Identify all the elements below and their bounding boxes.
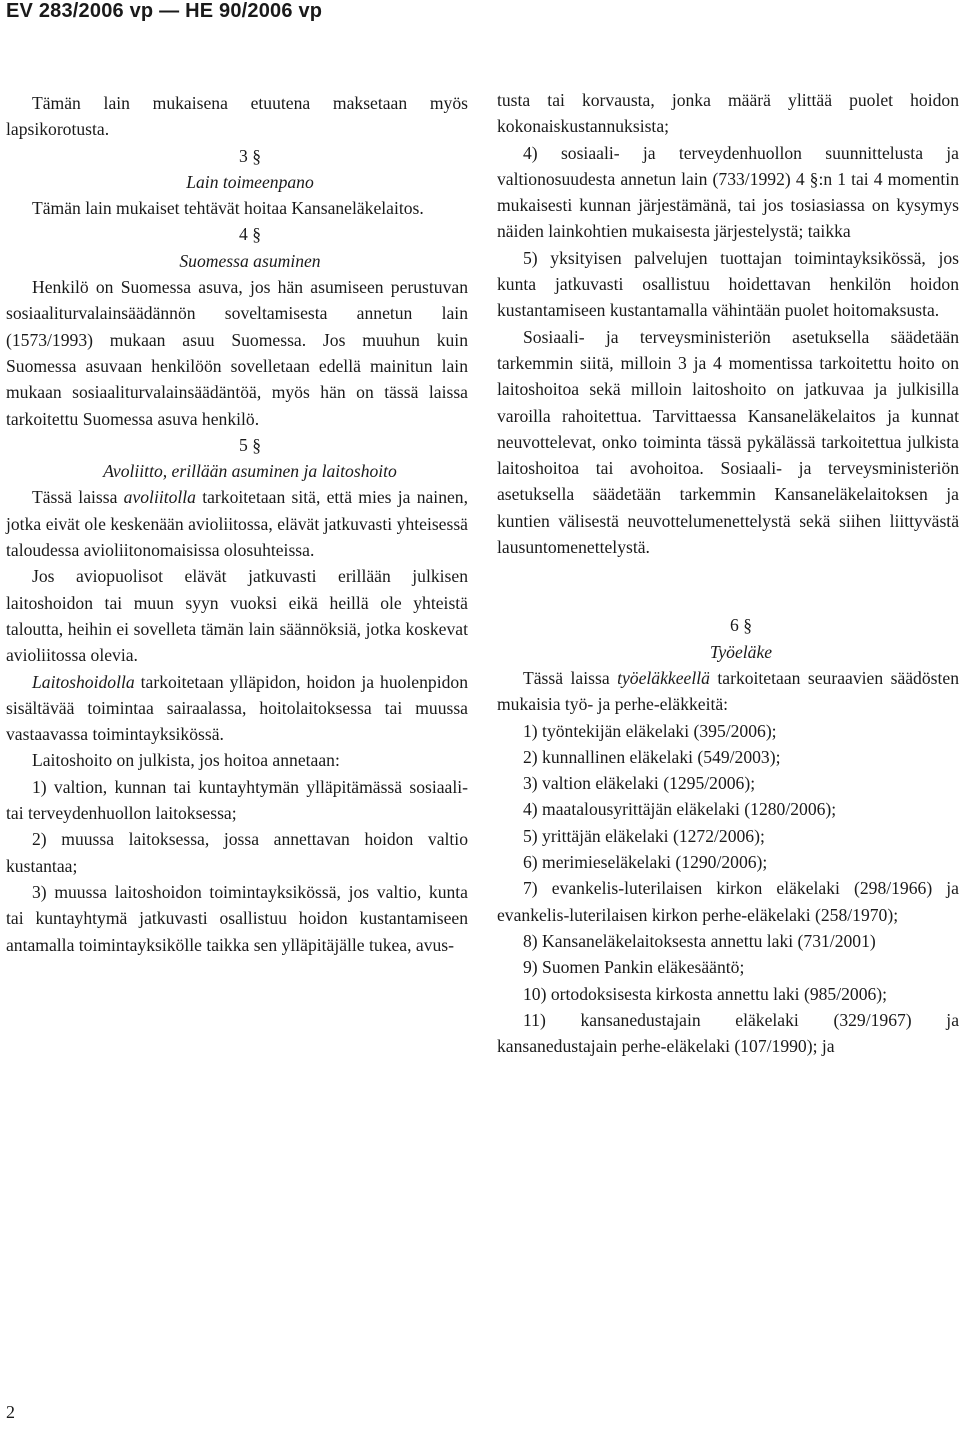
defined-term-laitoshoito: Laitoshoidolla bbox=[32, 671, 135, 692]
section-3-number: 3 § bbox=[239, 145, 261, 166]
pension-list-item: 4) maatalousyrittäjän eläkelaki (1280/2006); bbox=[523, 799, 837, 820]
left-column bbox=[6, 90, 468, 958]
section-5-paragraph-1 bbox=[6, 484, 468, 563]
pension-list-item: 9) Suomen Pankin eläkesääntö; bbox=[523, 957, 745, 978]
text-run: tarkoitetaan sitä, että mies ja nainen, jotka eivät ole keskenään avioliitossa, elävät jatkuvasti yhteisessä taloudessa avioliitonomaisissa olosuhteissa. bbox=[6, 487, 468, 561]
section-5-item-2: 2) muussa laitoksessa, jossa annettavan hoidon valtio kustantaa; bbox=[6, 829, 468, 876]
paragraph-intro: Tämän lain mukaisena etuutena maksetaan myös lapsikorotusta. bbox=[6, 93, 468, 140]
pension-list-item: 10) ortodoksisesta kirkosta annettu laki (985/2006); bbox=[523, 983, 888, 1004]
pension-list-item: 8) Kansaneläkelaitoksesta annettu laki (731/2001) bbox=[523, 930, 876, 951]
section-6-paragraph-1 bbox=[497, 665, 959, 718]
section-6-title: Työeläke bbox=[709, 641, 773, 662]
text-run: tarkoitetaan seuraavien säädösten mukaisia työ- ja perhe-eläkkeitä: bbox=[497, 667, 959, 715]
section-5-paragraph-2: Jos aviopuolisot elävät jatkuvasti erillään julkisen laitoshoidon tai muun syyn vuoksi eikä heillä ole yhteistä taloutta, heihin ei sovelleta tämän lain säännöksiä, jotka koskevat avioliitossa olevia. bbox=[6, 566, 468, 666]
page-number: 2 bbox=[6, 1402, 15, 1422]
pension-list-item: 6) merimieseläkelaki (1290/2006); bbox=[523, 852, 768, 873]
running-head: EV 283/2006 vp — HE 90/2006 vp bbox=[6, 0, 323, 22]
pension-list-item: 11) kansanedustajain eläkelaki (329/1967) ja kansanedustajain perhe-eläkelaki (107/1990); ja bbox=[497, 1009, 959, 1057]
section-5-item-3: 3) muussa laitoshoidon toimintayksikössä, jos valtio, kunta tai kuntayhtymä jatkuvasti osallistuu hoidon kustantamiseen antamalla toimintayksikölle taikka sen ylläpitäjälle tukea, avus- bbox=[6, 881, 468, 955]
pension-list-item: 3) valtion eläkelaki (1295/2006); bbox=[523, 773, 756, 794]
defined-term-tyoelake: työeläkkeellä bbox=[617, 667, 710, 688]
pension-list-item: 7) evankelis-luterilaisen kirkon eläkelaki (298/1966) ja evankelis-luterilaisen kirkon perhe-eläkelaki (258/1970); bbox=[497, 878, 959, 925]
section-3-title: Lain toimeenpano bbox=[186, 171, 314, 192]
pension-list-item: 2) kunnallinen eläkelaki (549/2003); bbox=[523, 746, 781, 767]
section-4-number: 4 § bbox=[239, 224, 261, 245]
section-5-item-4: 4) sosiaali- ja terveydenhuollon suunnittelusta ja valtionosuudesta annetun lain (733/1992) 4 §:n 1 tai 4 momentin mukaisesti kunnan järjestämänä, tai jos tosiasiassa on kysymys näiden lainkohtien mukaisesta järjestelystä; taikka bbox=[497, 142, 959, 242]
section-4-title: Suomessa asuminen bbox=[179, 250, 321, 271]
section-5-title: Avoliitto, erillään asuminen ja laitoshoito bbox=[103, 461, 397, 482]
section-5-item-1: 1) valtion, kunnan tai kuntayhtymän ylläpitämässä sosiaali- tai terveydenhuollon laitoksessa; bbox=[6, 776, 468, 824]
text-run: Tässä laissa bbox=[523, 667, 618, 688]
section-4-paragraph: Henkilö on Suomessa asuva, jos hän asumiseen perustuvan sosiaaliturvalainsäädännön soveltamisesta annetun lain (1573/1993) mukaan asuu Suomessa. Jos muuhun kuin Suomessa asuvaan henkilöön sovelletaan edellä mainitun lain mukaan sosiaaliturvalainsäädäntöä, myös hän on tässä laissa tarkoitettu Suomessa asuva henkilö. bbox=[6, 277, 468, 429]
text-run: tarkoitetaan ylläpidon, hoidon ja huolenpidon sisältävää toimintaa sairaalassa, hoitolaitoksessa tai muussa vastaavassa toimintayksikössä. bbox=[6, 671, 468, 745]
section-5-paragraph-4: Laitoshoito on julkista, jos hoitoa annetaan: bbox=[32, 750, 340, 771]
section-3-paragraph: Tämän lain mukaiset tehtävät hoitaa Kansaneläkelaitos. bbox=[32, 198, 424, 219]
right-column bbox=[497, 87, 959, 1059]
section-5-item-5: 5) yksityisen palvelujen tuottajan toimintayksikössä, jos kunta jatkuvasti osallistuu hoidettavan henkilön hoidon kustantamiseen kustantamalla vähintään puolet hoitomaksusta. bbox=[497, 247, 959, 321]
section-5-number: 5 § bbox=[239, 434, 261, 455]
continued-text: tusta tai korvausta, jonka määrä ylittää puolet hoidon kokonaiskustannuksista; bbox=[497, 90, 959, 137]
defined-term-avoliitto: avoliitolla bbox=[123, 487, 196, 508]
text-run: Tässä laissa bbox=[32, 487, 124, 508]
section-6-number: 6 § bbox=[730, 615, 752, 636]
pension-list-item: 1) työntekijän eläkelaki (395/2006); bbox=[523, 720, 777, 741]
section-5-paragraph-final: Sosiaali- ja terveysministeriön asetuksella säädetään tarkemmin siitä, milloin 3 ja 4 momentissa tarkoitettu hoito on laitoshoitoa sekä milloin laitoshoito on jatkuvaa ja julkisilla varoilla rahoitettua. Tarvittaessa Kansaneläkelaitos ja kunnat neuvottelevat, onko toiminta tässä pykälässä tarkoitettua julkista laitoshoitoa tai avohoitoa. Sosiaali- ja terveysministeriön asetuksella säädetään tarkemmin Kansaneläkelaitoksen ja kuntien välisestä neuvottelumenettelystä sekä siihen liittyvästä lausuntomenettelystä. bbox=[497, 326, 959, 558]
pension-list-item: 5) yrittäjän eläkelaki (1272/2006); bbox=[523, 825, 765, 846]
section-5-paragraph-3 bbox=[6, 669, 468, 748]
